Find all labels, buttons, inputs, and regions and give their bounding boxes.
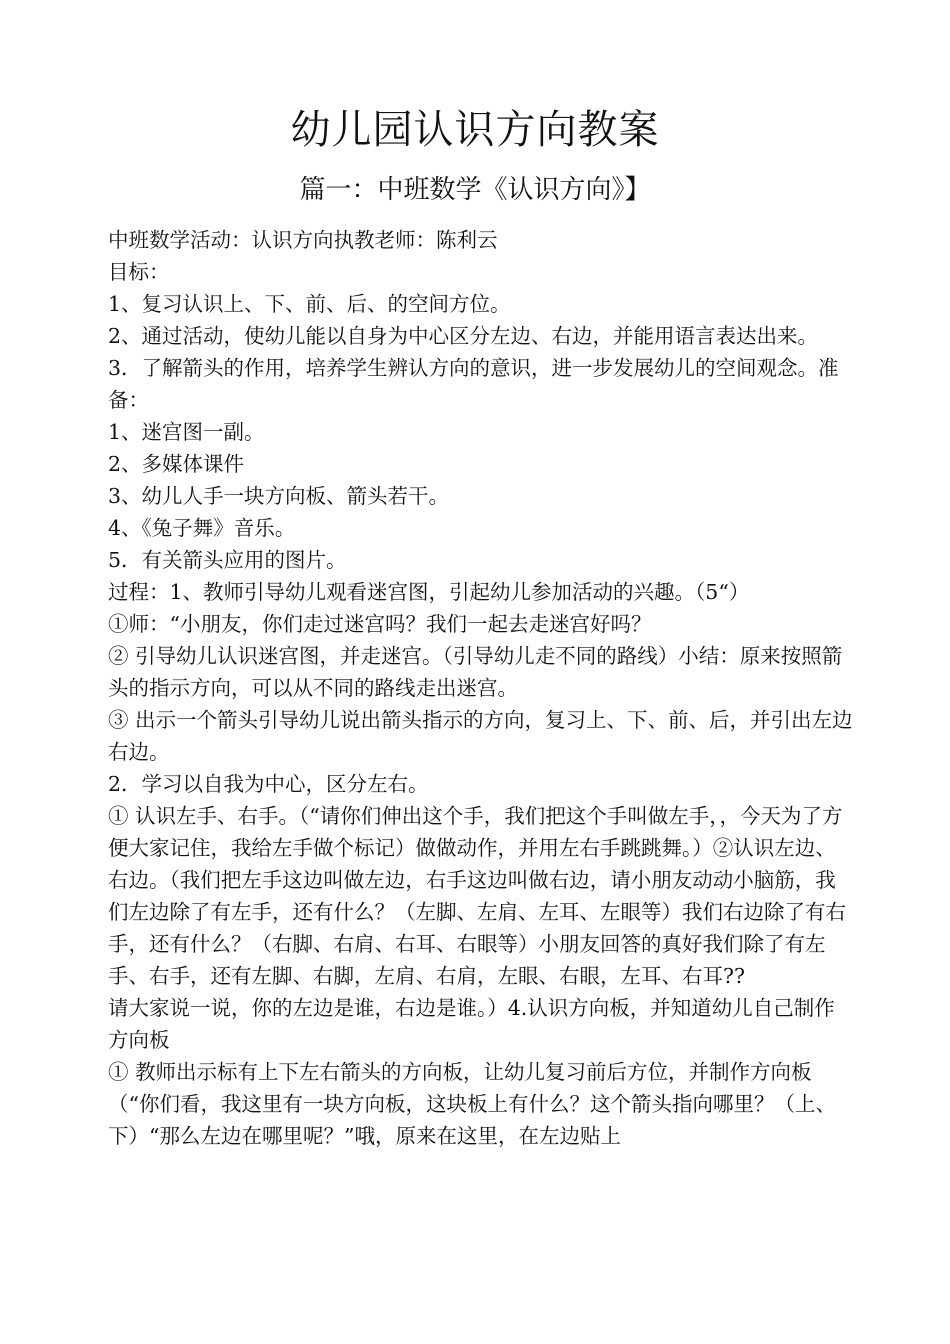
text-line-goal-1: 1、复习认识上、下、前、后、的空间方位。: [108, 292, 511, 316]
text-line-step-b: ② 引导幼儿认识迷宫图，并走迷宫。（引导幼儿走不同的路线）小结：原来按照箭头的指示方向，可以从不同的路线走出迷宫。: [108, 644, 843, 700]
text-line-process-1: 过程：1、教师引导幼儿观看迷宫图，引起幼儿参加活动的兴趣。（5“）: [108, 580, 750, 604]
text-line-teacher: 中班数学活动：认识方向执教老师：陈利云: [108, 228, 498, 252]
document-body: [108, 224, 853, 1152]
text-line-direction-board: ① 教师出示标有上下左右箭头的方向板，让幼儿复习前后方位，并制作方向板（“你们看，我这里有一块方向板，这块板上有什么？这个箭头指向哪里？（上、下）“那么左边在哪里呢？”哦，原来在这里，在左边贴上: [108, 1060, 836, 1148]
document-subtitle: 篇一：中班数学《认识方向》】: [299, 175, 651, 205]
text-line-prep-2: 2、多媒体课件: [108, 452, 245, 476]
text-line-step-a: ①师：“小朋友，你们走过迷宫吗？我们一起去走迷宫好吗？: [108, 612, 652, 636]
text-line-goal-3: 3．了解箭头的作用，培养学生辨认方向的意识，进一步发展幼儿的空间观念。准备：: [108, 356, 839, 412]
text-line-prep-3: 3、幼儿人手一块方向板、箭头若干。: [108, 484, 450, 508]
text-line-prep-1: 1、迷宫图一副。: [108, 420, 265, 444]
text-line-goal-2: 2、通过活动，使幼儿能以自身为中心区分左边、右边，并能用语言表达出来。: [108, 324, 819, 348]
text-line-process-2: 2．学习以自我为中心，区分左右。: [108, 772, 429, 796]
text-line-goals-heading: 目标：: [108, 260, 170, 284]
text-line-prep-5: 5．有关箭头应用的图片。: [108, 548, 347, 572]
text-line-step-c: ③ 出示一个箭头引导幼儿说出箭头指示的方向，复习上、下、前、后，并引出左边右边。: [108, 708, 853, 764]
text-line-process-4: 请大家说一说，你的左边是谁，右边是谁。）4.认识方向板，并知道幼儿自己制作方向板: [108, 996, 835, 1052]
text-line-left-right-paragraph: ① 认识左手、右手。（“请你们伸出这个手，我们把这个手叫做左手，，今天为了方便大家记住，我给左手做个标记）做做动作，并用左右手跳跳舞。）②认识左边、右边。（我们把左手这边叫做左边，右手这边叫做右边，请小朋友动动小脑筋，我们左边除了有左手，还有什么？（左脚、左肩、左耳、左眼等）我们右边除了有右手，还有什么？（右脚、右肩、右耳、右眼等）小朋友回答的真好我们除了有左手、右手，还有左脚、右脚，左肩、右肩，左眼、右眼，左耳、右耳??: [108, 804, 846, 988]
text-line-prep-4: 4、《兔子舞》音乐。: [108, 516, 296, 540]
document-title: 幼儿园认识方向教案: [290, 107, 660, 153]
